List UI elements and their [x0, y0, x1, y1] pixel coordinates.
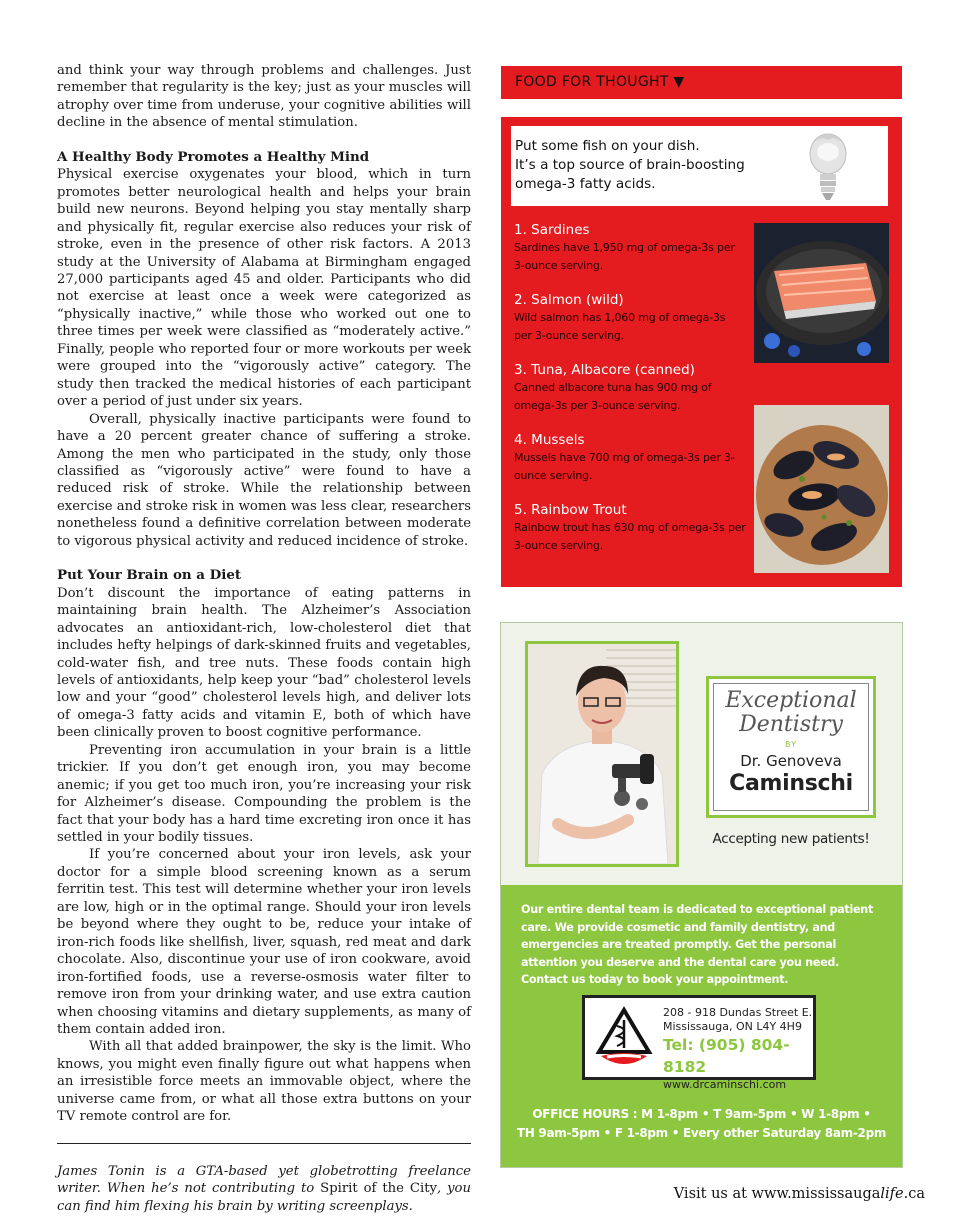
article-column [57, 62, 471, 1215]
intro-line: omega-3 fatty acids. [515, 176, 656, 192]
intro-line: Put some fish on your dish. [515, 138, 700, 154]
item-description: Canned albacore tuna has 900 mg of omega-3s per 3-ounce serving. [514, 381, 712, 412]
item-title: 4. Mussels [514, 432, 585, 448]
footer-text: Visit us at www.mississauga [673, 1186, 881, 1202]
article-paragraph: Overall, physically inactive participants were found to have a 20 percent greater chance of suffering a stroke. Among the men who participated in the study, only those classified as “vigorously active” were found to have a reduced risk of stroke. While the relationship between exercise and stroke risk in women was less clear, researchers nonetheless found a definitive correlation between moderate to vigorous physical activity and reduced incidence of stroke. [57, 411, 471, 549]
article-paragraph: and think your way through problems and challenges. Just remember that regularity is the key; just as your muscles will atrophy over time from underuse, your cognitive abilities will decline in the absence of mental stimulation. [57, 63, 471, 131]
list-item [514, 361, 746, 415]
item-title: 2. Salmon (wild) [514, 292, 624, 308]
section-heading: Put Your Brain on a Diet [57, 567, 242, 584]
doctor-photo [525, 641, 679, 867]
bio-text: , you can find him flexing his brain by writing screenplays. [57, 1181, 471, 1214]
article-paragraph: If you’re concerned about your iron levels, ask your doctor for a simple blood screening known as a serum ferritin test. This test will determine whether your iron levels are low, high or in the optimal range. Should your iron levels be beyond where they ought to be, reduce your intake of iron-rich foods like shellfish, liver, squash, red meat and dark chocolate. Also, discontinue your use of iron cookware, avoid iron-fortified foods, use a reverse-osmosis water filter to remove iron from your drinking water, and use extra caution when choosing vitamins and dietary supplements, as many of them contain added iron. [57, 847, 471, 1038]
article-paragraph: With all that added brainpower, the sky is the limit. Who knows, you might even finally figure out what happens when an irresistible force meets an immovable object, where the universe came from, or what all those extra buttons on your TV remote control are for. [57, 1039, 471, 1125]
item-description: Wild salmon has 1,060 mg of omega-3s per 3-ounce serving. [514, 311, 726, 342]
intro-line: It’s a top source of brain-boosting [515, 157, 745, 173]
item-description: Mussels have 700 mg of omega-3s per 3-ounce serving. [514, 451, 735, 482]
doctor-name: Dr. Genoveva [740, 752, 842, 770]
phone-number[interactable]: Tel: (905) 804-8182 [663, 1036, 790, 1076]
list-item [514, 221, 746, 275]
item-title: 5. Rainbow Trout [514, 502, 627, 518]
dentist-advertisement [500, 622, 903, 1168]
food-for-thought-box [501, 117, 902, 587]
salmon-photo [754, 223, 889, 363]
item-title: 3. Tuna, Albacore (canned) [514, 362, 695, 378]
address-card [582, 995, 816, 1091]
item-title: 1. Sardines [514, 222, 590, 238]
list-item [514, 431, 746, 485]
article-paragraph: Physical exercise oxygenates your blood, which in turn promotes better neurological health and helps your brain build new neurons. Beyond helping you stay mentally sharp and physically fit, regular exercise also reduces your risk of stroke, even in the presence of other risk factors. A 2013 study at the University of Alabama at Birmingham engaged 27,000 participants aged 45 and older. Participants who did not exercise at least once a week were categorized as “physically inactive,” while those who worked out one to three times per week were classified as “moderately active.” Finally, people who reported four or more workouts per week were grouped into the “vigorously active” category. The study then tracked the medical histories of each participant over a period of just under six years. [57, 167, 471, 410]
hours-line-2: TH 9am-5pm • F 1-8pm • Every other Saturday 8am-2pm [516, 1126, 887, 1140]
bio-text: James Tonin is a GTA-based yet globetrotting freelance writer. When he’s not contributing to [57, 1163, 471, 1197]
article-paragraph: Don’t discount the importance of eating patterns in maintaining brain health. The Alzheimer’s Association advocates an antioxidant-rich, low-cholesterol diet that includes hefty helpings of dark-skinned fruits and vegetables, cold-water fish, and tree nuts. These foods contain high levels of antioxidants, help keep your “bad” cholesterol levels low and your “good” cholesterol levels high, and deliver lots of omega-3 fatty acids and vitamin E, both of which have been clinically proven to boost cognitive performance. [57, 585, 471, 741]
address-line-1: 208 - 918 Dundas Street E. [663, 1006, 813, 1019]
publication-name: Spirit of the City [320, 1181, 437, 1197]
doctor-surname: Caminschi [729, 771, 853, 796]
website-link[interactable]: www.drcaminschi.com [663, 1078, 787, 1091]
dentist-portrait [528, 644, 676, 864]
list-item [514, 501, 746, 555]
logo-line-2: Dentistry [739, 712, 843, 737]
list-item [514, 291, 746, 345]
accepting-patients: Accepting new patients! [712, 831, 870, 847]
fish-list [514, 221, 746, 571]
sidebar-intro [511, 126, 888, 206]
ad-message: Our entire dental team is dedicated to exceptional patient care. We provide cosmetic and family dentistry, and emergencies are treated promptly. Get the personal attention you deserve and the dental care you need. Contact us today to book your appointment. [521, 903, 874, 986]
hours-line-1: OFFICE HOURS : M 1-8pm • T 9am-5pm • W 1-8pm • [532, 1107, 871, 1121]
dental-logo-icon [595, 1006, 653, 1070]
logo-by: BY [785, 740, 797, 749]
author-bio [57, 1163, 471, 1215]
footer-suffix: .ca [903, 1186, 925, 1202]
logo-line-1: Exceptional [725, 688, 857, 713]
ad-bottom-panel [501, 885, 902, 1167]
section-heading: A Healthy Body Promotes a Healthy Mind [57, 148, 370, 165]
food-for-thought-tab [501, 66, 902, 99]
office-hours [511, 1105, 892, 1143]
mussels-photo [754, 405, 889, 573]
article-paragraph: Preventing iron accumulation in your brain is a little trickier. If you don’t get enough iron, you may become anemic; if you get too much iron, you’re increasing your risk for Alzheimer’s disease. Compounding the problem is the fact that your body has a hard time excreting iron once it has settled in your bodily tissues. [57, 742, 471, 846]
item-description: Sardines have 1,950 mg of omega-3s per 3-ounce serving. [514, 241, 735, 272]
footer-italic: life [880, 1186, 904, 1202]
ad-top-panel [501, 623, 902, 885]
sidebar-title: FOOD FOR THOUGHT ▼ [515, 74, 685, 90]
lightbulb-icon [806, 130, 850, 204]
address-line-2: Mississauga, ON L4Y 4H9 [663, 1020, 802, 1033]
practice-logo [706, 676, 876, 818]
footer-url[interactable] [674, 1186, 925, 1202]
divider [57, 1143, 471, 1144]
item-description: Rainbow trout has 630 mg of omega-3s per 3-ounce serving. [514, 521, 746, 552]
